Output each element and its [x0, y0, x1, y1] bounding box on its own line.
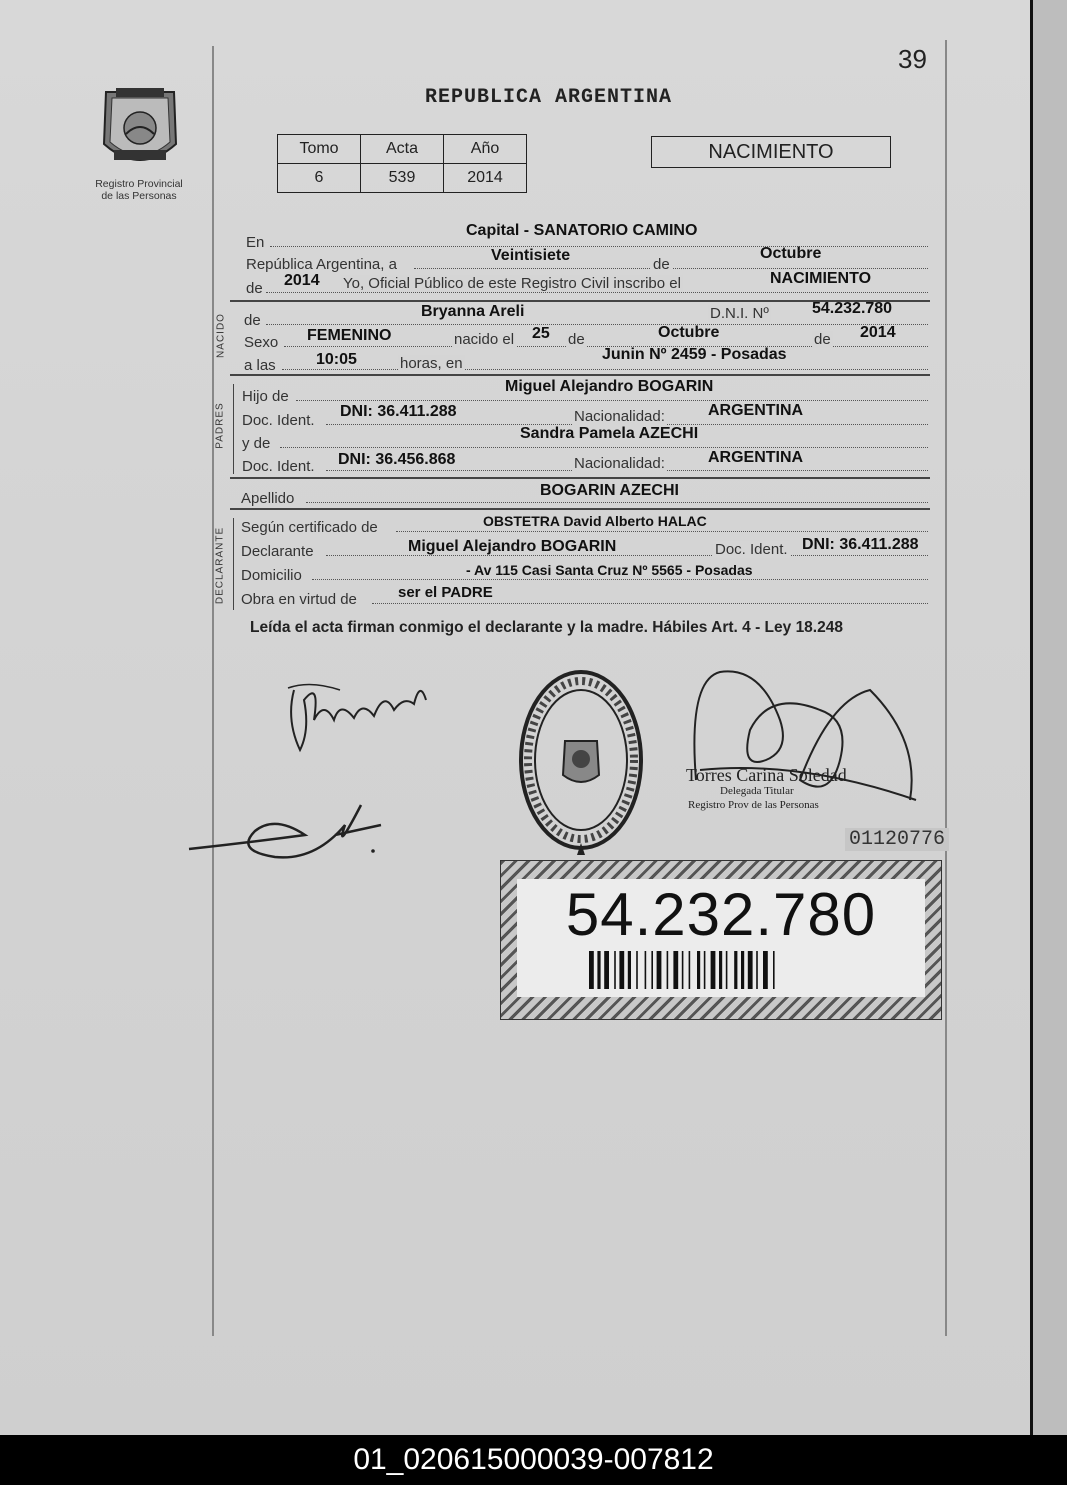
padres-section-label: PADRES — [214, 402, 226, 449]
doc-label: Doc. Ident. — [715, 541, 788, 558]
official-registry: Registro Prov de las Personas — [688, 799, 819, 811]
time-value: 10:05 — [316, 351, 357, 368]
country-title: REPUBLICA ARGENTINA — [425, 86, 673, 109]
declarante-doc-value: DNI: 36.411.288 — [802, 536, 919, 553]
signature-official — [680, 660, 930, 820]
official-name: Torres Carina Soledad — [686, 765, 847, 785]
barcode — [589, 951, 857, 989]
dni-sticker-inner — [517, 879, 925, 997]
oficial-text: Yo, Oficial Público de este Registro Civil inscribo el — [343, 275, 681, 292]
tomo-header: Tomo — [278, 135, 361, 164]
dotted-line — [266, 324, 928, 325]
year-value: 2014 — [284, 272, 320, 289]
dotted-line — [280, 447, 928, 448]
horas-label: horas, en — [400, 355, 463, 372]
de-label: de — [568, 331, 585, 348]
acta-header: Acta — [361, 135, 444, 164]
right-margin-line — [945, 40, 947, 1336]
nacido-section-label: NACIDO — [215, 313, 227, 358]
day-words-value: Veintisiete — [491, 247, 571, 264]
nacionalidad-label: Nacionalidad: — [574, 455, 665, 472]
legal-note: Leída el acta firman conmigo el declarante y la madre. Hábiles Art. 4 - Ley 18.248 — [250, 619, 843, 636]
birth-year-value: 2014 — [860, 324, 896, 341]
doc-label: Doc. Ident. — [242, 412, 315, 429]
document-type-box: NACIMIENTO — [651, 136, 891, 168]
scan-footer-id: 01_020615000039-007812 — [0, 1435, 1067, 1485]
declarante-name-value: Miguel Alejandro BOGARIN — [408, 538, 617, 555]
inscribe-type-value: NACIMIENTO — [770, 270, 872, 287]
official-round-stamp — [515, 665, 645, 860]
de-label: de — [244, 312, 261, 329]
registry-org-name: Registro Provincial de las Personas — [95, 178, 183, 202]
signature-mother — [280, 660, 440, 760]
en-label: En — [246, 234, 265, 251]
mother-doc-value: DNI: 36.456.868 — [338, 451, 456, 468]
reason-value: ser el PADRE — [398, 584, 493, 601]
father-name-value: Miguel Alejandro BOGARIN — [505, 378, 714, 395]
address-value: - Av 115 Casi Santa Cruz Nº 5565 - Posadas — [466, 562, 753, 578]
scanner-edge — [1030, 0, 1067, 1435]
dotted-line — [270, 246, 928, 247]
dni-sticker-number: 54.232.780 — [565, 881, 877, 948]
mother-nationality-value: ARGENTINA — [708, 449, 804, 466]
certificate-value: OBSTETRA David Alberto HALAC — [483, 513, 707, 529]
alas-label: a las — [244, 357, 276, 374]
section-separator — [230, 508, 930, 510]
de-label: de — [814, 331, 831, 348]
apellido-value: BOGARIN AZECHI — [540, 482, 679, 499]
child-name-value: Bryanna Areli — [421, 303, 525, 320]
apellido-label: Apellido — [241, 490, 295, 507]
dni-sticker — [500, 860, 942, 1020]
official-role: Delegada Titular — [720, 785, 794, 797]
place-value: Capital - SANATORIO CAMINO — [466, 222, 698, 239]
dotted-line — [372, 603, 928, 604]
declarante-label: Declarante — [241, 543, 314, 560]
section-bracket — [233, 518, 234, 610]
hijo-label: Hijo de — [242, 388, 289, 405]
tomo-value: 6 — [278, 164, 361, 193]
child-dni-value: 54.232.780 — [812, 300, 893, 317]
control-number: 01120776 — [845, 828, 949, 851]
dni-label: D.N.I. Nº — [710, 305, 769, 322]
registry-table — [277, 134, 527, 193]
cert-label: Según certificado de — [241, 519, 378, 536]
dotted-line — [296, 400, 928, 401]
obra-label: Obra en virtud de — [241, 591, 357, 608]
birth-day-value: 25 — [532, 325, 550, 342]
dotted-line — [266, 292, 928, 293]
declarante-section-label: DECLARANTE — [214, 526, 226, 605]
dotted-line — [282, 369, 928, 370]
acta-value: 539 — [361, 164, 444, 193]
dotted-line — [396, 531, 928, 532]
birth-place-value: Junin Nº 2459 - Posadas — [602, 346, 787, 363]
page-number: 39 — [898, 44, 927, 74]
anio-value: 2014 — [444, 164, 527, 193]
birth-month-value: Octubre — [658, 324, 720, 341]
section-separator — [230, 477, 930, 479]
section-bracket — [233, 384, 234, 474]
de-label: de — [653, 256, 670, 273]
father-nationality-value: ARGENTINA — [708, 402, 804, 419]
left-margin-line — [212, 46, 214, 1336]
dotted-line — [312, 579, 928, 580]
sexo-label: Sexo — [244, 334, 279, 351]
mother-name-value: Sandra Pamela AZECHI — [520, 425, 699, 442]
province-seal-logo — [96, 84, 184, 176]
anio-header: Año — [444, 135, 527, 164]
republica-label: República Argentina, a — [246, 256, 397, 273]
de-label: de — [246, 280, 263, 297]
domicilio-label: Domicilio — [241, 567, 302, 584]
month-value: Octubre — [760, 245, 822, 262]
yde-label: y de — [242, 435, 271, 452]
doc-label: Doc. Ident. — [242, 458, 315, 475]
dotted-line — [306, 502, 928, 503]
section-separator — [230, 374, 930, 376]
nacido-label: nacido el — [454, 331, 515, 348]
nacionalidad-label: Nacionalidad: — [574, 408, 665, 425]
sex-value: FEMENINO — [307, 327, 392, 344]
signature-declarant — [185, 795, 385, 865]
father-doc-value: DNI: 36.411.288 — [340, 403, 457, 420]
